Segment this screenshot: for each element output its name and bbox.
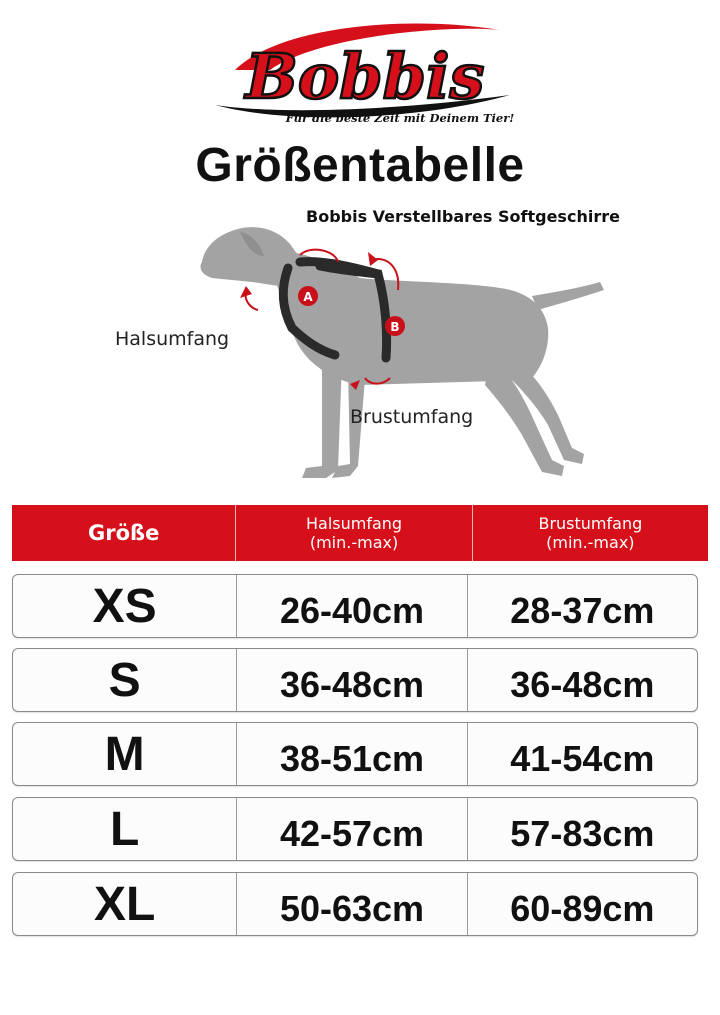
table-row: [12, 797, 698, 861]
neck-cell: 42-57cm: [236, 798, 466, 860]
table-row: [12, 722, 698, 786]
chest-circumference-label: Brustumfang: [350, 406, 474, 428]
neck-cell: 26-40cm: [236, 575, 466, 637]
bobbis-logo: [200, 10, 530, 135]
size-table-header: [12, 505, 708, 561]
header-chest-label: Brustumfang: [538, 514, 643, 533]
logo-wordmark: Bobbis: [245, 40, 485, 113]
dog-harness-illustration: [160, 210, 620, 500]
size-cell: M: [104, 727, 145, 781]
header-chest: [472, 505, 708, 561]
marker-a-label: A: [303, 290, 313, 304]
chest-cell: 41-54cm: [467, 723, 697, 785]
size-cell: XS: [92, 579, 157, 633]
product-subtitle: Bobbis Verstellbares Softgeschirre: [306, 207, 620, 226]
header-chest-range: (min.-max): [546, 533, 635, 552]
table-row: [12, 648, 698, 712]
neck-cell: 50-63cm: [236, 873, 466, 935]
chest-cell: 28-37cm: [467, 575, 697, 637]
neck-cell: 36-48cm: [236, 649, 466, 711]
header-neck: [235, 505, 471, 561]
table-row: [12, 574, 698, 638]
chest-cell: 60-89cm: [467, 873, 697, 935]
neck-cell: 38-51cm: [236, 723, 466, 785]
marker-b-label: B: [390, 320, 400, 334]
logo-tagline: Für die beste Zeit mit Deinem Tier!: [285, 111, 515, 125]
size-cell: S: [108, 653, 141, 707]
size-cell: XL: [94, 877, 156, 931]
table-row: [12, 872, 698, 936]
neck-circumference-label: Halsumfang: [115, 328, 230, 350]
header-neck-range: (min.-max): [309, 533, 399, 552]
header-neck-label: Halsumfang: [305, 514, 403, 533]
header-size: Größe: [87, 521, 160, 545]
size-cell: L: [110, 802, 140, 856]
chest-cell: 36-48cm: [467, 649, 697, 711]
dog-silhouette: [200, 227, 604, 478]
chest-cell: 57-83cm: [467, 798, 697, 860]
page-title: Größentabelle: [195, 139, 525, 192]
